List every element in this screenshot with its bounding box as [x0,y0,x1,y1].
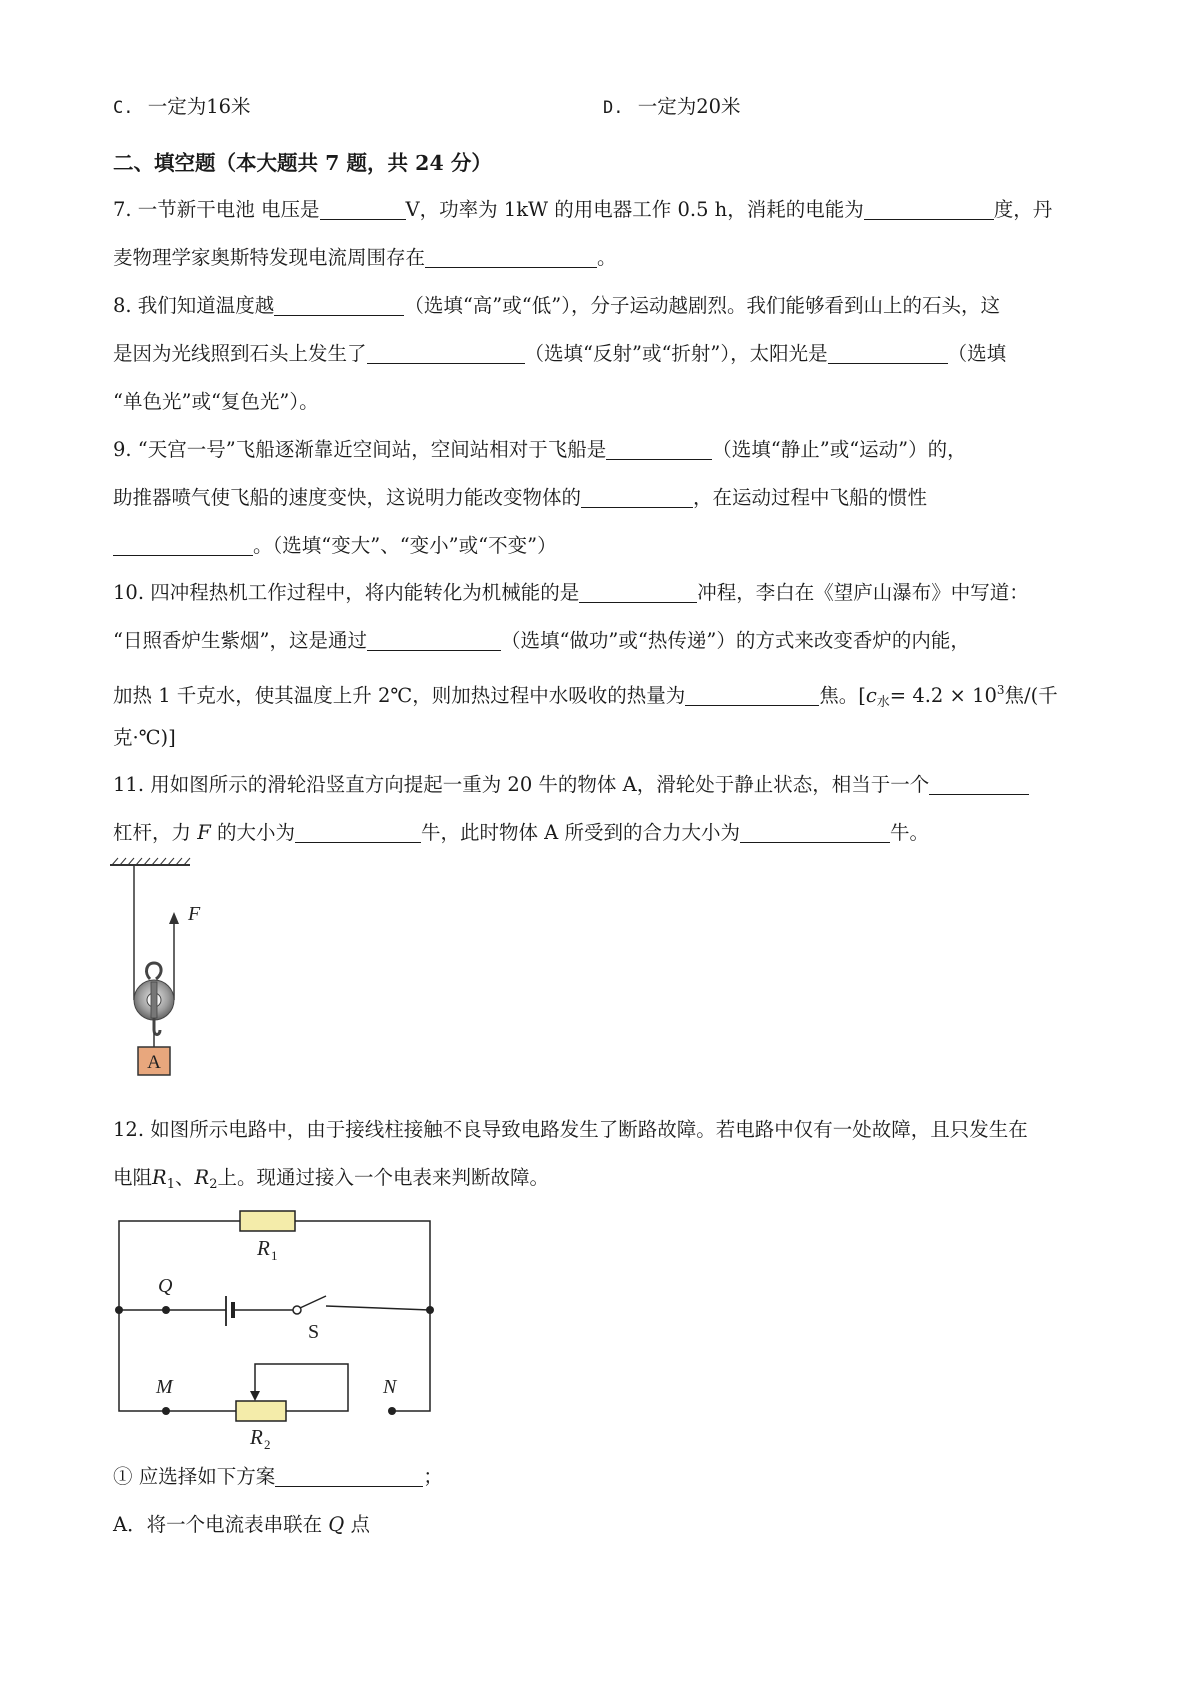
q10-blank-3[interactable] [685,685,819,706]
q8-blank-1[interactable] [274,295,404,316]
option-c-text: 一定为16米 [147,95,251,118]
circuit-diagram [100,1200,450,1450]
q10-text-3: “日照香炉生紫烟”，这是通过 [113,629,367,652]
q8-blank-3[interactable] [828,343,948,364]
q9-text-3: 助推器喷气使飞船的速度变快，这说明力能改变物体的 [113,486,582,509]
specific-heat-symbol: c [865,684,877,707]
q11-line-1 [113,770,1029,800]
q8-line-3: “单色光”或“复色光”）。 [113,390,319,413]
terminal-m [162,1407,170,1415]
q12-separator: 、 [174,1166,195,1189]
q10-line-3 [113,675,1058,718]
q-label: Q [158,1275,173,1297]
ceiling-support [110,858,190,865]
q12-sub1-text: ① 应选择如下方案 [113,1465,276,1488]
q8-blank-2[interactable] [367,343,525,364]
q8-text-2: （选填“高”或“低”），分子运动越剧烈。我们能够看到山上的石头，这 [404,294,1000,317]
q11-blank-1[interactable] [929,774,1029,795]
q10-text-1: 10. 四冲程热机工作过程中，将内能转化为机械能的是 [113,581,580,604]
q7-text-2: V，功率为 1kW 的用电器工作 0.5 h，消耗的电能为 [405,198,864,221]
q10-line-2 [113,626,970,656]
force-label: F [188,903,201,925]
q12-option-a-text: A．将一个电流表串联在 [113,1513,323,1536]
m-label: M [156,1376,173,1398]
q8-text-1: 8. 我们知道温度越 [113,294,275,317]
q8-line-2 [113,339,1006,369]
q11-line-2 [113,818,929,848]
q8-text-5: （选填 [947,342,1007,365]
r1-label: R [257,1236,270,1260]
q7-text-5: 。 [597,246,617,269]
q10-line-4: 克·℃)] [113,726,176,749]
q12-text-2b: 上。现通过接入一个电表来判断故障。 [217,1166,549,1189]
q9-blank-1[interactable] [606,439,712,460]
q10-text-5: 加热 1 千克水，使其温度上升 2℃，则加热过程中水吸收的热量为 [113,684,686,707]
pulley-figure [100,855,230,1095]
q12-option-a-end: 点 [350,1513,371,1536]
q11-text-3: 的大小为 [216,821,295,844]
q11-text-1: 11. 用如图所示的滑轮沿竖直方向提起一重为 20 牛的物体 A，滑轮处于静止状态，相当于一个 [113,773,930,796]
specific-heat-subscript: 水 [876,695,890,710]
r2-subscript: 2 [209,1177,218,1192]
option-c [113,92,251,123]
q12-sub1 [113,1462,443,1492]
rheostat-r2 [236,1401,286,1421]
q11-blank-2[interactable] [295,822,421,843]
q10-text-2: 冲程，李白在《望庐山瀑布》中写道： [697,581,1029,604]
q12-blank-1[interactable] [275,1466,423,1487]
option-d [603,92,741,123]
q8-text-3: 是因为光线照到石头上发生了 [113,342,367,365]
q9-text-1: 9. “天宫一号”飞船逐渐靠近空间站，空间站相对于飞船是 [113,438,607,461]
resistor-r1 [240,1211,295,1231]
q12-line-2 [113,1163,549,1200]
q12-option-a [113,1510,370,1540]
q9-text-5: 。（选填“变大”、“变小”或“不变”） [253,534,557,557]
arrow-up-icon [169,912,179,924]
q7-text-3: 度，丹 [993,198,1053,221]
q8-text-4: （选填“反射”或“折射”），太阳光是 [524,342,828,365]
n-label: N [383,1376,397,1398]
r1-subscript: 1 [166,1177,175,1192]
q9-blank-3[interactable] [113,535,253,556]
q7-line-2 [113,243,617,273]
q11-blank-3[interactable] [740,822,890,843]
q9-line-2 [113,483,927,513]
q7-text-4: 麦物理学家奥斯特发现电流周围存在 [113,246,426,269]
q9-blank-2[interactable] [581,487,693,508]
r1-symbol: R [152,1166,167,1189]
q7-blank-2[interactable] [864,199,994,220]
q12-option-a-q: Q [328,1513,345,1536]
option-d-text: 一定为20米 [637,95,741,118]
q10-blank-2[interactable] [367,630,501,651]
q9-text-2: （选填“静止”或“运动”）的， [712,438,967,461]
q10-text-6: 焦。[ [819,684,866,707]
q7-text-1: 7. 一节新干电池 电压是 [113,198,320,221]
q10-blank-1[interactable] [579,582,697,603]
q9-line-3 [113,531,557,561]
terminal-n [388,1407,396,1415]
block-a-label: A [147,1052,161,1073]
r1-label-sub: 1 [271,1248,278,1263]
switch-label: S [308,1321,320,1343]
q11-text-4: 牛，此时物体 A 所受到的合力大小为 [420,821,740,844]
q12-line-1: 12. 如图所示电路中，由于接线柱接触不良导致电路发生了断路故障。若电路中仅有一处故障，且只发生在 [113,1118,1028,1141]
option-c-label: C. [113,98,134,118]
junction-right [426,1306,434,1314]
pulley-frame [151,982,157,1018]
top-hook-icon [147,963,162,979]
q7-blank-3[interactable] [425,247,597,268]
q12-sub1-end: ； [423,1465,443,1488]
q10-line-1 [113,578,1029,608]
section-title: 二、填空题（本大题共 7 题，共 24 分） [113,151,492,175]
specific-heat-unit: 焦/(千 [1004,684,1058,707]
r2-label-sub: 2 [264,1437,271,1450]
switch-lever [300,1296,326,1308]
q12-text-2a: 电阻 [113,1166,153,1189]
option-d-label: D. [603,98,624,118]
specific-heat-exponent: 3 [996,683,1005,697]
q8-line-1 [113,291,1000,321]
switch-contact [293,1306,301,1314]
q11-text-5: 牛。 [889,821,929,844]
specific-heat-value: = 4.2 × 10 [889,684,997,707]
q9-line-1 [113,435,967,465]
q10-text-4: （选填“做功”或“热传递”）的方式来改变香炉的内能， [500,629,970,652]
q9-text-4: ，在运动过程中飞船的惯性 [693,486,928,509]
q7-line-1 [113,195,1052,225]
force-symbol: F [197,821,211,844]
r2-symbol: R [194,1166,210,1189]
r2-label: R [250,1425,263,1449]
q7-blank-1[interactable] [320,199,406,220]
junction-left [115,1306,123,1314]
slider-arrow-icon [250,1391,260,1401]
terminal-q [162,1306,170,1314]
bottom-hook-icon [154,1018,160,1035]
q11-text-2: 杠杆，力 [113,821,192,844]
